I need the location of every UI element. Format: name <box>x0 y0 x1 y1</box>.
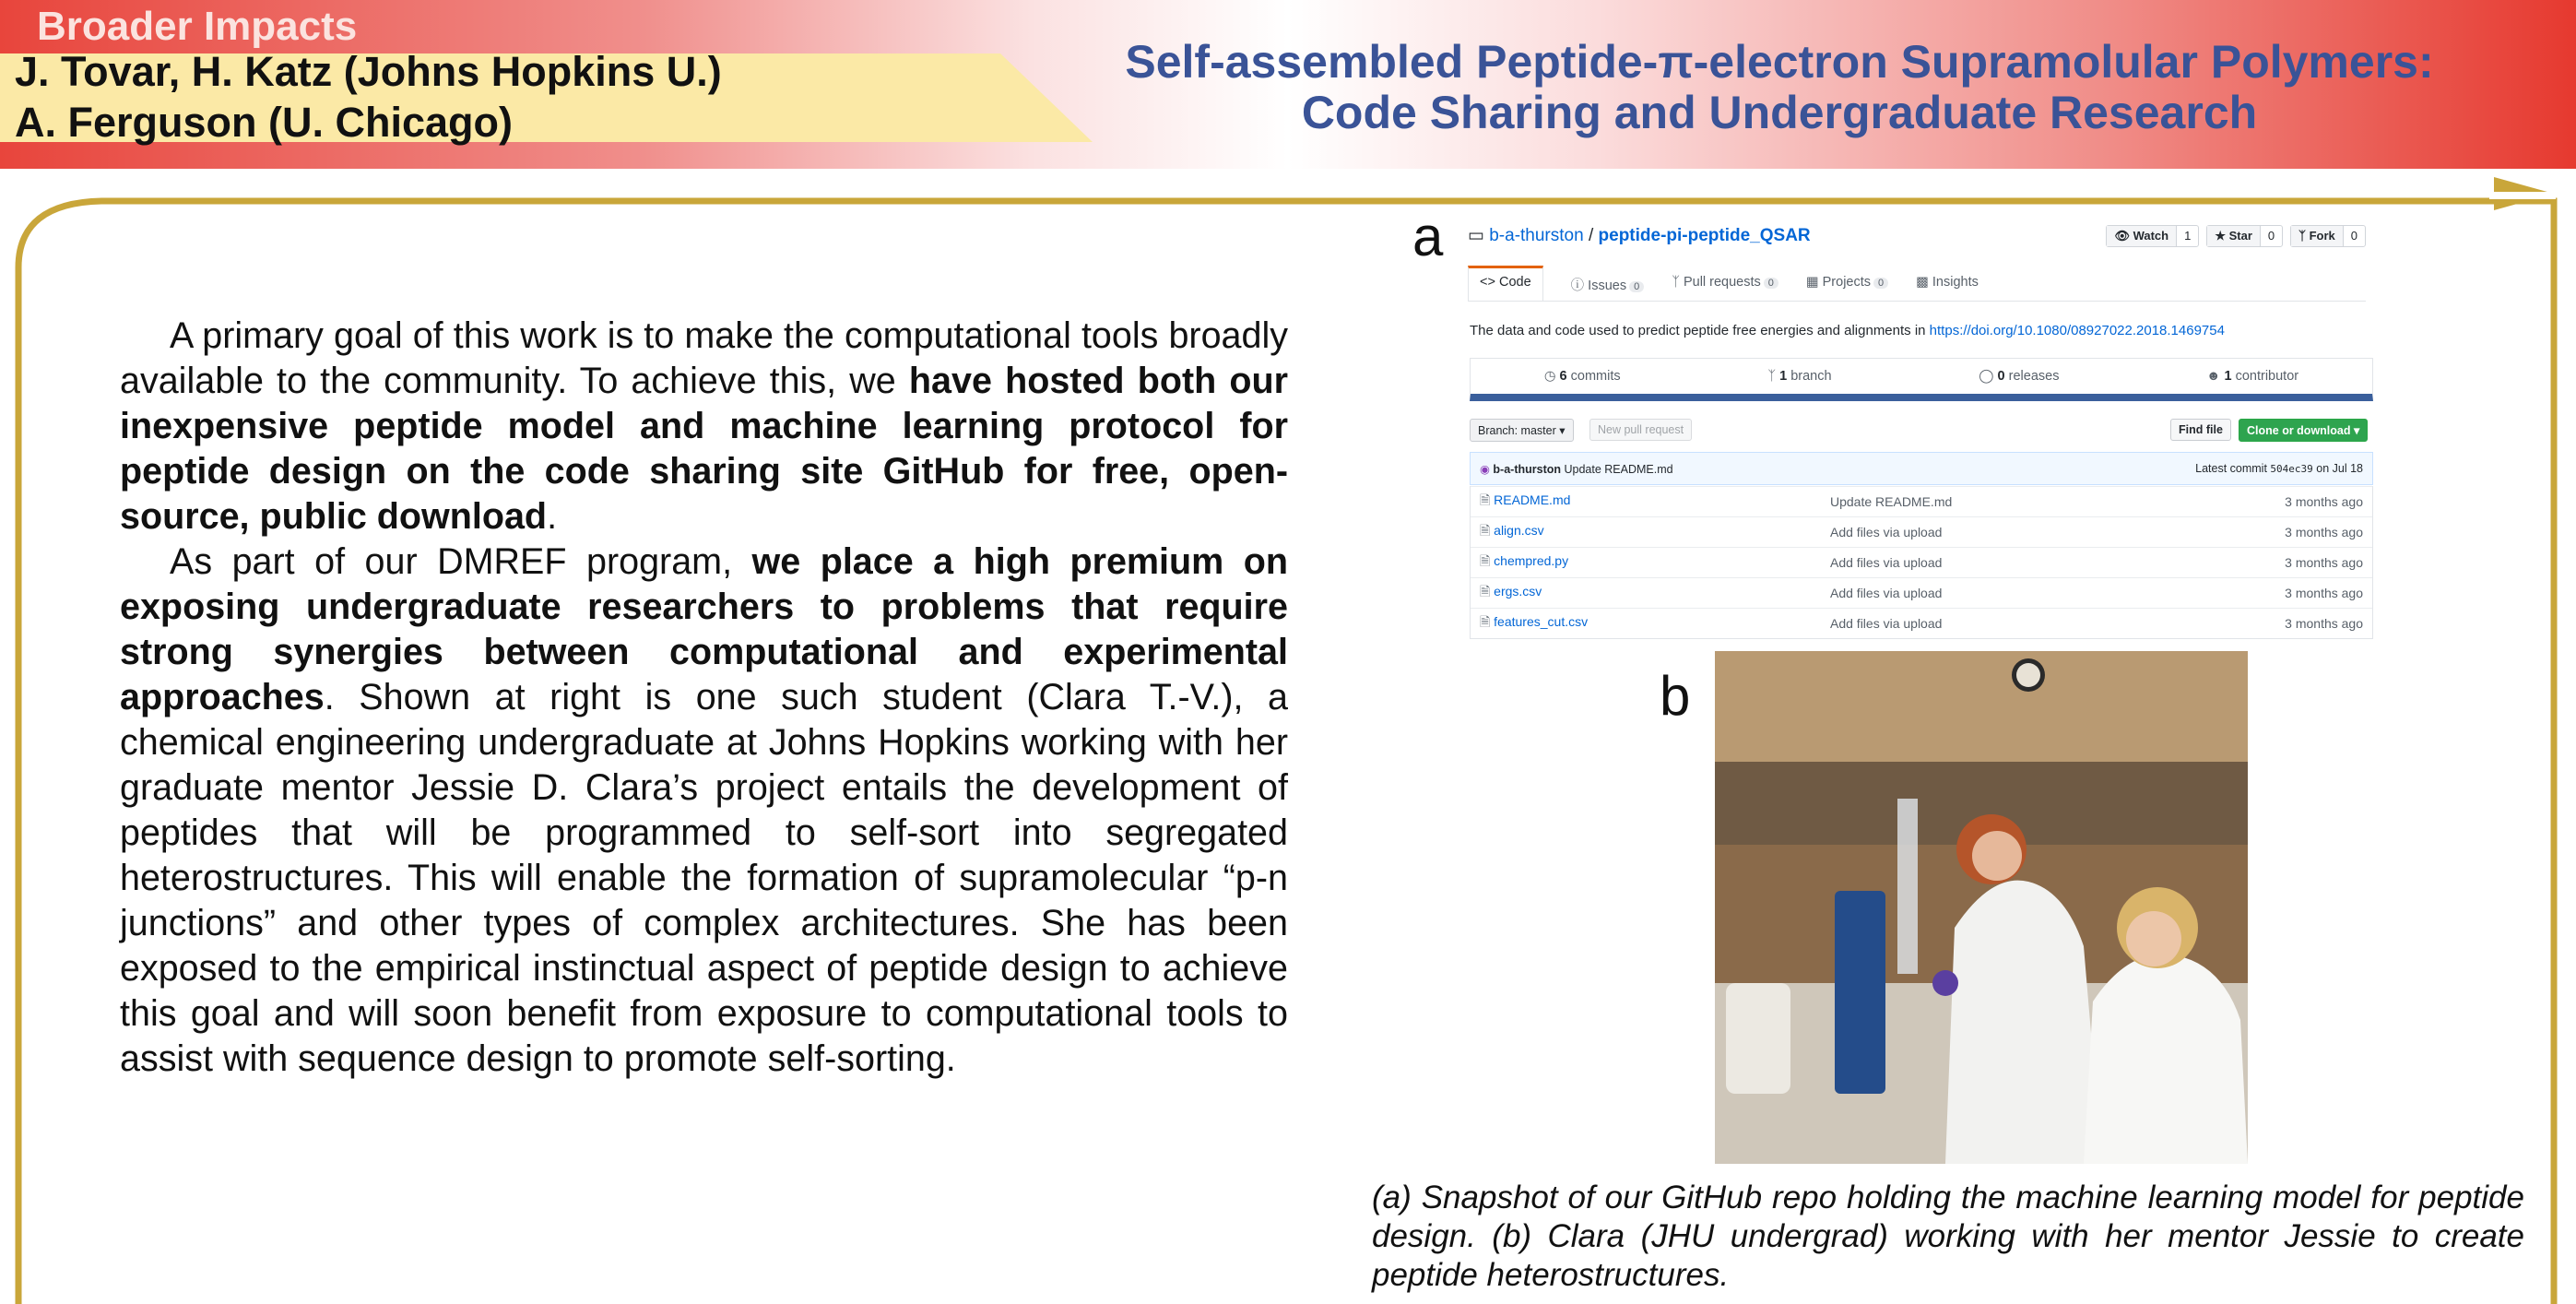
latest-commit-label: Latest commit <box>2195 462 2267 475</box>
graph-icon: ▩ <box>1916 275 1929 290</box>
photo-glove <box>1932 970 1958 996</box>
figure-caption: (a) Snapshot of our GitHub repo holding the machine learning model for peptide design. (b) Clara (JHU undergrad) working with her mentor Jessie to create peptide heterostructures. <box>1372 1180 2524 1293</box>
repo-description <box>1470 323 2225 338</box>
lab-photo <box>1715 651 2248 1164</box>
file-name-link[interactable] <box>1471 551 1830 574</box>
paragraph-2 <box>120 539 1288 1082</box>
clone-button[interactable]: Clone or download ▾ <box>2239 419 2368 442</box>
file-name: chempred.py <box>1494 553 1569 568</box>
file-name-link[interactable] <box>1471 491 1830 513</box>
tab-projects-label: Projects <box>1822 275 1872 290</box>
slide-title <box>1116 37 2443 138</box>
find-file-button[interactable]: Find file <box>2170 419 2231 441</box>
file-name-link[interactable] <box>1471 582 1830 604</box>
file-name: README.md <box>1494 492 1571 507</box>
latest-commit-right <box>2195 462 2363 475</box>
author-line-1: J. Tovar, H. Katz (Johns Hopkins U.) <box>15 48 722 95</box>
file-commit-message[interactable]: Add files via upload <box>1830 616 1943 631</box>
repo-stats-bar <box>1470 358 2373 401</box>
latest-commit-user[interactable]: b-a-thurston <box>1493 462 1562 476</box>
file-row <box>1471 486 2372 516</box>
repo-name-link[interactable]: peptide-pi-peptide_QSAR <box>1598 226 1811 245</box>
latest-commit-hash[interactable]: 504ec39 <box>2270 463 2313 475</box>
history-icon: ◷ <box>1543 369 1556 384</box>
repo-separator: / <box>1583 226 1599 245</box>
tab-insights-label: Insights <box>1932 275 1979 290</box>
file-age: 3 months ago <box>2285 586 2363 600</box>
p2-text-bold: we place a high premium on exposing undergraduate researchers to problems that require strong synergies between computational and experimental approaches <box>120 541 1288 717</box>
commits-count: 6 <box>1559 369 1567 384</box>
photo-column <box>1897 799 1918 974</box>
paragraph-1 <box>120 314 1288 539</box>
commits-stat[interactable] <box>1544 369 1621 384</box>
p1-text-c: . <box>547 496 558 537</box>
file-icon: 🗎 <box>1480 584 1491 599</box>
tag-icon: ◯ <box>1979 369 1994 384</box>
author-line-2: A. Ferguson (U. Chicago) <box>15 99 513 146</box>
file-commit-message[interactable]: Add files via upload <box>1830 586 1943 600</box>
star-label: Star <box>2228 229 2252 243</box>
watch-button[interactable] <box>2106 225 2199 247</box>
commits-label: commits <box>1570 369 1621 384</box>
repo-owner-link[interactable]: b-a-thurston <box>1489 226 1584 245</box>
file-icon: 🗎 <box>1480 523 1491 538</box>
figure-label-a: a <box>1412 206 1444 267</box>
project-icon: ▦ <box>1805 275 1819 290</box>
file-icon: 🗎 <box>1480 614 1491 629</box>
latest-commit-bar <box>1470 452 2373 485</box>
tab-pull-requests[interactable] <box>1672 266 1778 301</box>
figure-label-b: b <box>1660 665 1691 727</box>
title-line-2: Code Sharing and Undergraduate Research <box>1301 87 2258 138</box>
tab-issues[interactable] <box>1571 266 1645 301</box>
watch-label: Watch <box>2133 229 2169 243</box>
branch-count: 1 <box>1779 369 1788 384</box>
file-name: ergs.csv <box>1494 584 1542 599</box>
branch-label: branch <box>1790 369 1832 384</box>
fork-label: Fork <box>2309 229 2335 243</box>
star-button[interactable] <box>2206 225 2283 247</box>
file-name-link[interactable] <box>1471 521 1830 543</box>
repo-tabs <box>1468 266 2366 302</box>
file-age: 3 months ago <box>2285 494 2363 509</box>
releases-stat[interactable] <box>1979 369 2059 384</box>
tab-code[interactable] <box>1468 266 1543 301</box>
file-name-link[interactable] <box>1471 612 1830 634</box>
fork-count: 0 <box>2350 229 2357 243</box>
p1-text-a: A primary goal of this work is to make the computational tools broadly available to the community. To achieve this, we <box>120 315 1288 401</box>
releases-count: 0 <box>1997 369 2005 384</box>
releases-label: releases <box>2008 369 2060 384</box>
star-count: 0 <box>2267 229 2275 243</box>
contributors-count: 1 <box>2224 369 2232 384</box>
file-name: align.csv <box>1494 523 1544 538</box>
branch-icon: ᛉ <box>1767 369 1777 384</box>
file-icon: 🗎 <box>1480 553 1491 568</box>
file-age: 3 months ago <box>2285 525 2363 539</box>
repo-description-text: The data and code used to predict peptide free energies and alignments in <box>1470 323 1930 338</box>
branch-select[interactable]: Branch: master ▾ <box>1470 419 1574 442</box>
body-text <box>120 314 1288 1082</box>
eye-icon: 👁 <box>2114 229 2130 243</box>
watch-count: 1 <box>2184 229 2192 243</box>
github-repo-snapshot <box>1457 214 2373 646</box>
repo-icon: ▭ <box>1468 226 1484 245</box>
file-name: features_cut.csv <box>1494 614 1589 629</box>
pull-request-icon: ᛉ <box>1672 275 1680 290</box>
header-banner <box>0 0 2576 169</box>
latest-commit-left <box>1480 462 1673 476</box>
file-row <box>1471 608 2372 638</box>
title-line-1: Self-assembled Peptide-π-electron Supramolular Polymers: <box>1125 36 2434 88</box>
frame-arrow-gap <box>2489 192 2556 199</box>
doi-link[interactable]: https://doi.org/10.1080/08927022.2018.1469754 <box>1929 323 2225 338</box>
tab-pr-count: 0 <box>1764 278 1778 289</box>
photo-student-face <box>1972 831 2022 881</box>
file-list <box>1470 486 2373 639</box>
contributors-stat[interactable] <box>2206 369 2298 384</box>
avatar: ◉ <box>1480 462 1490 476</box>
section-tag: Broader Impacts <box>37 4 358 49</box>
photo-mentor-face <box>2126 911 2181 966</box>
tab-pr-label: Pull requests <box>1683 275 1761 290</box>
file-row <box>1471 547 2372 577</box>
tab-projects-count: 0 <box>1873 278 1888 289</box>
p2-text-a: As part of our DMREF program, <box>170 541 752 582</box>
tab-code-label: Code <box>1498 275 1531 290</box>
contributors-label: contributor <box>2235 369 2299 384</box>
file-row <box>1471 516 2372 547</box>
photo-bottle <box>1726 983 1790 1094</box>
repo-actions <box>2106 225 2366 247</box>
code-icon: <> <box>1480 275 1495 290</box>
file-commit-message[interactable]: Add files via upload <box>1830 525 1943 539</box>
tab-issues-count: 0 <box>1629 281 1644 292</box>
photo-clock-face <box>2016 663 2040 687</box>
latest-commit-date: on Jul 18 <box>2316 462 2363 475</box>
file-icon: 🗎 <box>1480 492 1491 507</box>
new-pull-request-button[interactable]: New pull request <box>1589 419 1692 441</box>
file-age: 3 months ago <box>2285 555 2363 570</box>
photo-cabinets <box>1715 651 2248 762</box>
latest-commit-message[interactable]: Update README.md <box>1564 462 1673 476</box>
file-row <box>1471 577 2372 608</box>
tab-issues-label: Issues <box>1588 279 1627 293</box>
people-icon: ☻ <box>2206 369 2221 384</box>
file-commit-message[interactable]: Add files via upload <box>1830 555 1943 570</box>
fork-button[interactable] <box>2290 225 2366 247</box>
tab-projects[interactable] <box>1806 266 1888 301</box>
photo-blue-canister <box>1835 891 1885 1094</box>
file-age: 3 months ago <box>2285 616 2363 631</box>
file-commit-message[interactable]: Update README.md <box>1830 494 1953 509</box>
fork-icon: ᛉ <box>2298 229 2306 243</box>
repo-heading <box>1468 225 1811 246</box>
star-icon: ★ <box>2215 229 2226 243</box>
issue-icon: ⓘ <box>1570 279 1585 293</box>
branch-stat[interactable] <box>1767 369 1831 384</box>
p1-text-bold: have hosted both our inexpensive peptide model and machine learning protocol for peptide design on the code sharing site GitHub for free, open-source, public download <box>120 361 1288 537</box>
tab-insights[interactable] <box>1916 266 1979 301</box>
p2-text-c: . Shown at right is one such student (Clara T.-V.), a chemical engineering undergraduate at Johns Hopkins working with her graduate mentor Jessie D. Clara’s project entails the development of peptides that will be programmed to self-sort into segregated heterostructures. This will enable the formation of supramolecular “p-n junctions” and other types of complex architectures. She has been exposed to the empirical instinctual aspect of peptide design to achieve this goal and will soon benefit from exposure to computational tools to assist with sequence design to promote self-sorting. <box>120 677 1288 1079</box>
